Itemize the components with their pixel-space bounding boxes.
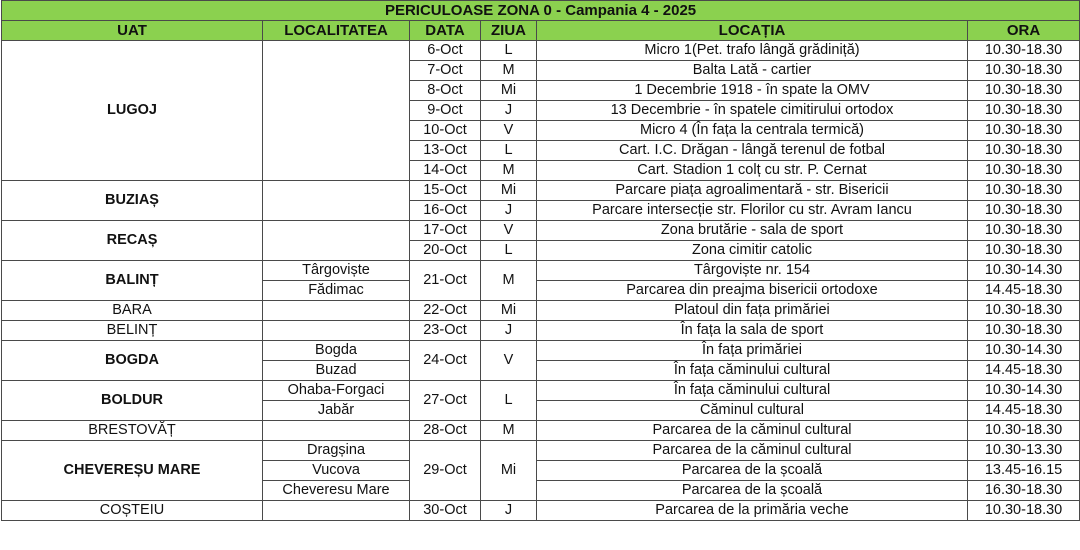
localitate-cell: Târgoviște <box>263 261 410 281</box>
uat-cell: BALINȚ <box>2 261 263 301</box>
time-cell: 10.30-18.30 <box>968 301 1080 321</box>
table-row <box>2 381 1080 401</box>
uat-cell: CHEVEREȘU MARE <box>2 441 263 501</box>
day-cell: J <box>481 501 537 521</box>
location-cell: Zona brutărie - sala de sport <box>537 221 968 241</box>
uat-cell: BELINȚ <box>2 321 263 341</box>
day-cell: V <box>481 121 537 141</box>
date-cell: 23-Oct <box>410 321 481 341</box>
location-cell: Cart. Stadion 1 colț cu str. P. Cernat <box>537 161 968 181</box>
date-cell: 15-Oct <box>410 181 481 201</box>
uat-cell: COȘTEIU <box>2 501 263 521</box>
schedule-table <box>1 0 1080 521</box>
location-cell: În fața la sala de sport <box>537 321 968 341</box>
time-cell: 10.30-18.30 <box>968 141 1080 161</box>
time-cell: 10.30-18.30 <box>968 181 1080 201</box>
time-cell: 10.30-18.30 <box>968 101 1080 121</box>
localitate-cell: Fădimac <box>263 281 410 301</box>
location-cell: Micro 4 (În fața la centrala termică) <box>537 121 968 141</box>
day-cell: J <box>481 101 537 121</box>
day-cell: L <box>481 141 537 161</box>
table-row <box>2 41 1080 61</box>
time-cell: 10.30-14.30 <box>968 381 1080 401</box>
uat-cell: BUZIAȘ <box>2 181 263 221</box>
table-row <box>2 261 1080 281</box>
location-cell: În fața primăriei <box>537 341 968 361</box>
header-row <box>2 21 1080 41</box>
day-cell: V <box>481 341 537 381</box>
day-cell: L <box>481 241 537 261</box>
date-cell: 8-Oct <box>410 81 481 101</box>
header-ora: ORA <box>968 21 1080 41</box>
header-data: DATA <box>410 21 481 41</box>
table-row <box>2 221 1080 241</box>
time-cell: 10.30-18.30 <box>968 81 1080 101</box>
location-cell: Parcarea de la școală <box>537 461 968 481</box>
location-cell: Căminul cultural <box>537 401 968 421</box>
localitate-cell: Jabăr <box>263 401 410 421</box>
date-cell: 7-Oct <box>410 61 481 81</box>
localitate-cell: Cheveresu Mare <box>263 481 410 501</box>
localitate-cell <box>263 181 410 221</box>
time-cell: 10.30-14.30 <box>968 261 1080 281</box>
location-cell: Parcarea de la școală <box>537 481 968 501</box>
day-cell: L <box>481 41 537 61</box>
day-cell: M <box>481 161 537 181</box>
uat-cell: RECAȘ <box>2 221 263 261</box>
date-cell: 6-Oct <box>410 41 481 61</box>
location-cell: Parcarea din preajma bisericii ortodoxe <box>537 281 968 301</box>
header-locatia: LOCAȚIA <box>537 21 968 41</box>
location-cell: Cart. I.C. Drăgan - lângă terenul de fotbal <box>537 141 968 161</box>
localitate-cell: Dragșina <box>263 441 410 461</box>
date-cell: 13-Oct <box>410 141 481 161</box>
localitate-cell <box>263 321 410 341</box>
table-row <box>2 341 1080 361</box>
day-cell: V <box>481 221 537 241</box>
date-cell: 28-Oct <box>410 421 481 441</box>
location-cell: Platoul din fața primăriei <box>537 301 968 321</box>
day-cell: Mi <box>481 81 537 101</box>
day-cell: L <box>481 381 537 421</box>
localitate-cell: Ohaba-Forgaci <box>263 381 410 401</box>
location-cell: Parcare intersecție str. Florilor cu str. Avram Iancu <box>537 201 968 221</box>
time-cell: 10.30-18.30 <box>968 241 1080 261</box>
time-cell: 10.30-18.30 <box>968 501 1080 521</box>
date-cell: 16-Oct <box>410 201 481 221</box>
localitate-cell: Bogda <box>263 341 410 361</box>
localitate-cell <box>263 301 410 321</box>
location-cell: Parcarea de la căminul cultural <box>537 421 968 441</box>
date-cell: 24-Oct <box>410 341 481 381</box>
date-cell: 29-Oct <box>410 441 481 501</box>
day-cell: Mi <box>481 181 537 201</box>
day-cell: J <box>481 321 537 341</box>
date-cell: 21-Oct <box>410 261 481 301</box>
table-row <box>2 441 1080 461</box>
uat-cell: BOLDUR <box>2 381 263 421</box>
location-cell: 13 Decembrie - în spatele cimitirului ortodox <box>537 101 968 121</box>
time-cell: 10.30-14.30 <box>968 341 1080 361</box>
location-cell: 1 Decembrie 1918 - în spate la OMV <box>537 81 968 101</box>
header-ziua: ZIUA <box>481 21 537 41</box>
localitate-cell <box>263 221 410 261</box>
table-row <box>2 321 1080 341</box>
time-cell: 10.30-13.30 <box>968 441 1080 461</box>
table-row <box>2 421 1080 441</box>
date-cell: 10-Oct <box>410 121 481 141</box>
table-title: PERICULOASE ZONA 0 - Campania 4 - 2025 <box>2 1 1080 21</box>
date-cell: 20-Oct <box>410 241 481 261</box>
date-cell: 14-Oct <box>410 161 481 181</box>
day-cell: M <box>481 261 537 301</box>
time-cell: 10.30-18.30 <box>968 61 1080 81</box>
header-uat: UAT <box>2 21 263 41</box>
time-cell: 10.30-18.30 <box>968 41 1080 61</box>
day-cell: Mi <box>481 441 537 501</box>
location-cell: Parcarea de la primăria veche <box>537 501 968 521</box>
location-cell: Micro 1(Pet. trafo lângă grădiniță) <box>537 41 968 61</box>
location-cell: În fața căminului cultural <box>537 361 968 381</box>
day-cell: Mi <box>481 301 537 321</box>
time-cell: 14.45-18.30 <box>968 361 1080 381</box>
title-row <box>2 1 1080 21</box>
table-row <box>2 301 1080 321</box>
location-cell: Târgoviște nr. 154 <box>537 261 968 281</box>
day-cell: J <box>481 201 537 221</box>
time-cell: 10.30-18.30 <box>968 121 1080 141</box>
uat-cell: BARA <box>2 301 263 321</box>
time-cell: 13.45-16.15 <box>968 461 1080 481</box>
localitate-cell <box>263 501 410 521</box>
date-cell: 30-Oct <box>410 501 481 521</box>
localitate-cell: Vucova <box>263 461 410 481</box>
time-cell: 14.45-18.30 <box>968 401 1080 421</box>
time-cell: 10.30-18.30 <box>968 321 1080 341</box>
day-cell: M <box>481 61 537 81</box>
time-cell: 10.30-18.30 <box>968 201 1080 221</box>
header-localitate: LOCALITATEA <box>263 21 410 41</box>
time-cell: 10.30-18.30 <box>968 161 1080 181</box>
uat-cell: LUGOJ <box>2 41 263 181</box>
location-cell: Parcarea de la căminul cultural <box>537 441 968 461</box>
localitate-cell: Buzad <box>263 361 410 381</box>
time-cell: 16.30-18.30 <box>968 481 1080 501</box>
uat-cell: BRESTOVĂȚ <box>2 421 263 441</box>
date-cell: 17-Oct <box>410 221 481 241</box>
date-cell: 9-Oct <box>410 101 481 121</box>
location-cell: În fața căminului cultural <box>537 381 968 401</box>
location-cell: Parcare piața agroalimentară - str. Bisericii <box>537 181 968 201</box>
table-row <box>2 181 1080 201</box>
time-cell: 10.30-18.30 <box>968 221 1080 241</box>
location-cell: Zona cimitir catolic <box>537 241 968 261</box>
location-cell: Balta Lată - cartier <box>537 61 968 81</box>
localitate-cell <box>263 41 410 181</box>
day-cell: M <box>481 421 537 441</box>
uat-cell: BOGDA <box>2 341 263 381</box>
date-cell: 22-Oct <box>410 301 481 321</box>
localitate-cell <box>263 421 410 441</box>
time-cell: 14.45-18.30 <box>968 281 1080 301</box>
time-cell: 10.30-18.30 <box>968 421 1080 441</box>
table-row <box>2 501 1080 521</box>
date-cell: 27-Oct <box>410 381 481 421</box>
